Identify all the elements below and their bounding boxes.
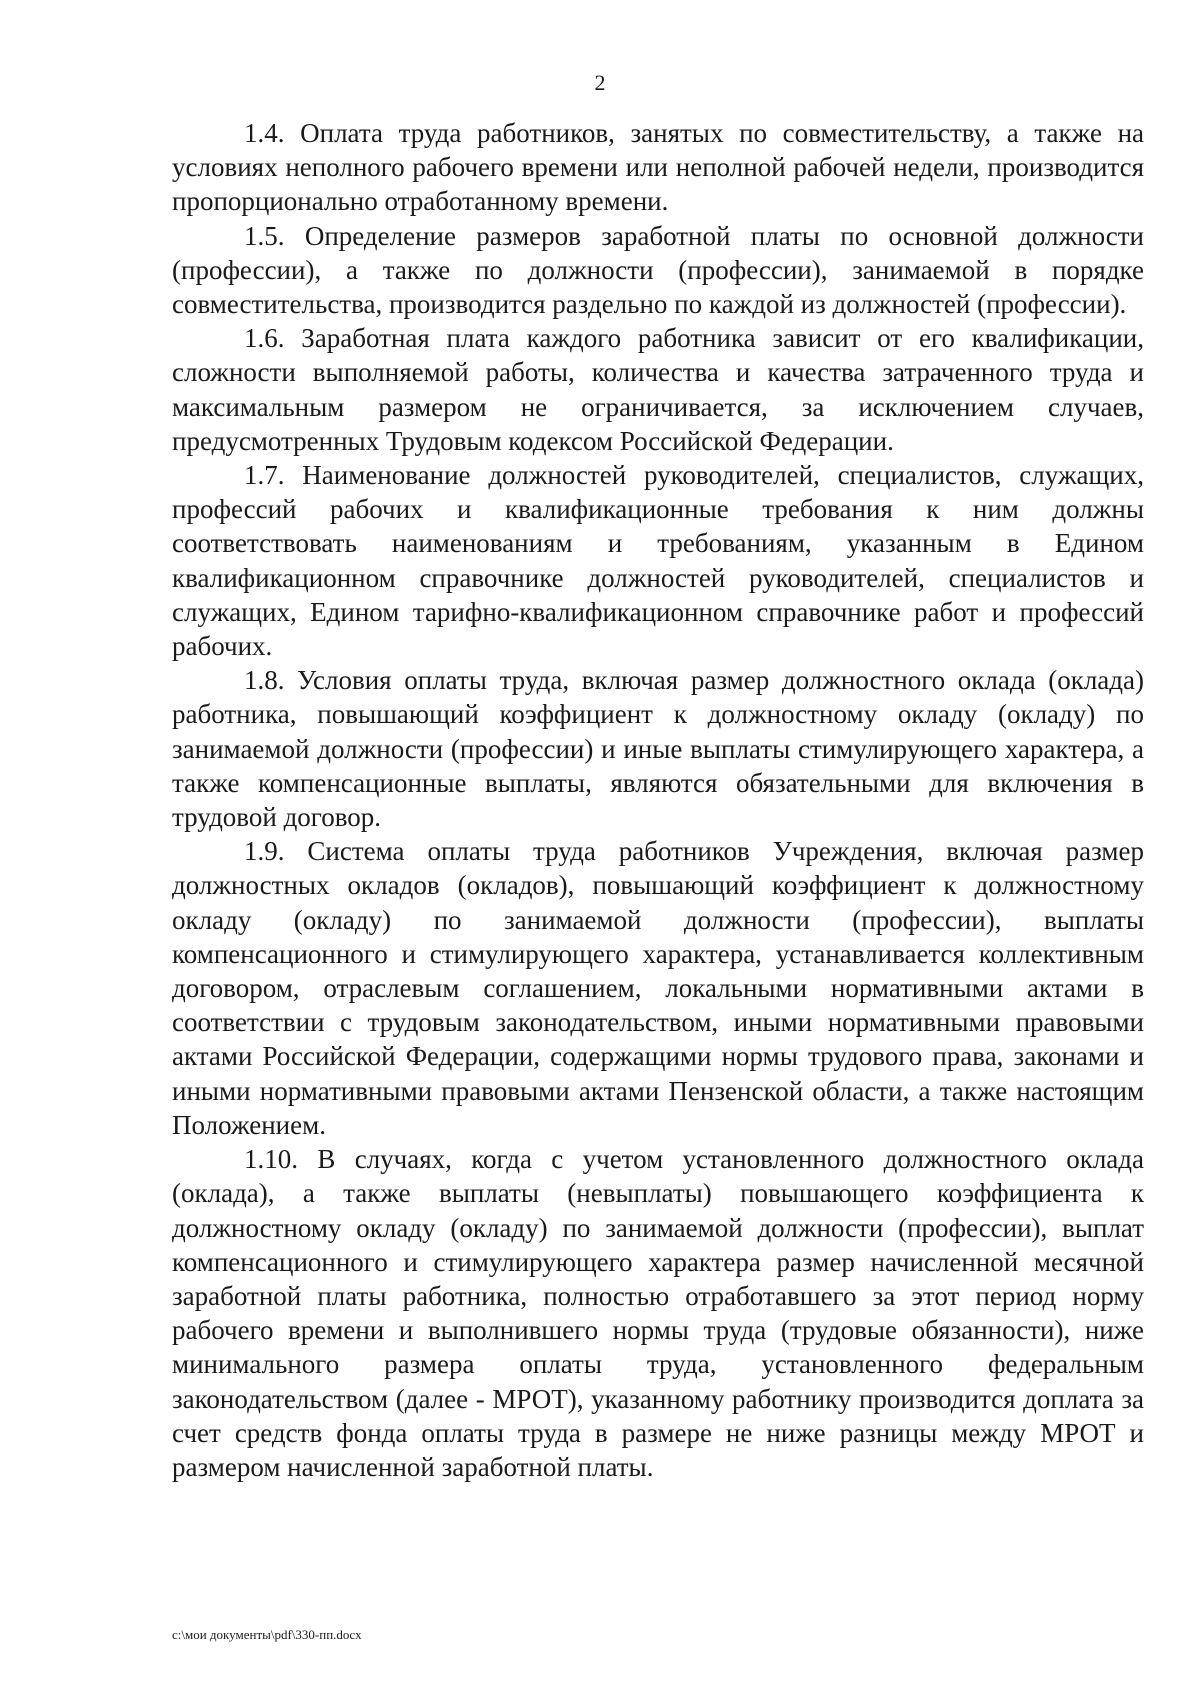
paragraph-1-5: 1.5. Определение размеров заработной платы по основной должности (профессии), а также по должности (профессии), занимаемой в порядке совместительства, производится раздельно по каждой из должностей (профессии). — [172, 220, 1144, 320]
paragraph-1-4: 1.4. Оплата труда работников, занятых по совместительству, а также на условиях неполного рабочего времени или неполной рабочей недели, производится пропорционально отработанному времени. — [172, 118, 1144, 217]
footer-file-path: c:\мои документы\pdf\330-пп.docx — [172, 1627, 362, 1642]
document-body — [172, 116, 1144, 1484]
paragraph-1-10: 1.10. В случаях, когда с учетом установленного должностного оклада (оклада), а также выплаты (невыплаты) повышающего коэффициента к должностному окладу (окладу) по занимаемой должности (профессии), выплат компенсационного и стимулирующего характера размер начисленной месячной заработной платы работника, полностью отработавшего за этот период норму рабочего времени и выполнившего нормы труда (трудовые обязанности), ниже минимального размера оплаты труда, установленного федеральным законодательством (далее - МРОТ), указанному работнику производится доплата за счет средств фонда оплаты труда в размере не ниже разницы между МРОТ и размером начисленной заработной платы. — [172, 1144, 1144, 1482]
paragraph-1-6: 1.6. Заработная плата каждого работника зависит от его квалификации, сложности выполняемой работы, количества и качества затраченного труда и максимальным размером не ограничивается, за исключением случаев, предусмотренных Трудовым кодексом Российской Федерации. — [172, 323, 1144, 456]
paragraph-1-9: 1.9. Система оплаты труда работников Учреждения, включая размер должностных окладов (окладов), повышающий коэффициент к должностному окладу (окладу) по занимаемой должности (профессии), выплаты компенсационного и стимулирующего характера, устанавливается коллективным договором, отраслевым соглашением, локальными нормативными актами в соответствии с трудовым законодательством, иными нормативными правовыми актами Российской Федерации, содержащими нормы трудового права, законами и иными нормативными правовыми актами Пензенской области, а также настоящим Положением. — [172, 836, 1144, 1140]
paragraph-1-7: 1.7. Наименование должностей руководителей, специалистов, служащих, профессий рабочих и квалификационные требования к ним должны соответствовать наименованиям и требованиям, указанным в Едином квалификационном справочнике должностей руководителей, специалистов и служащих, Едином тарифно-квалификационном справочнике работ и профессий рабочих. — [172, 460, 1144, 662]
paragraph-1-8: 1.8. Условия оплаты труда, включая размер должностного оклада (оклада) работника, повышающий коэффициент к должностному окладу (окладу) по занимаемой должности (профессии) и иные выплаты стимулирующего характера, а также компенсационные выплаты, являются обязательными для включения в трудовой договор. — [172, 665, 1144, 833]
page-number: 2 — [594, 70, 606, 95]
